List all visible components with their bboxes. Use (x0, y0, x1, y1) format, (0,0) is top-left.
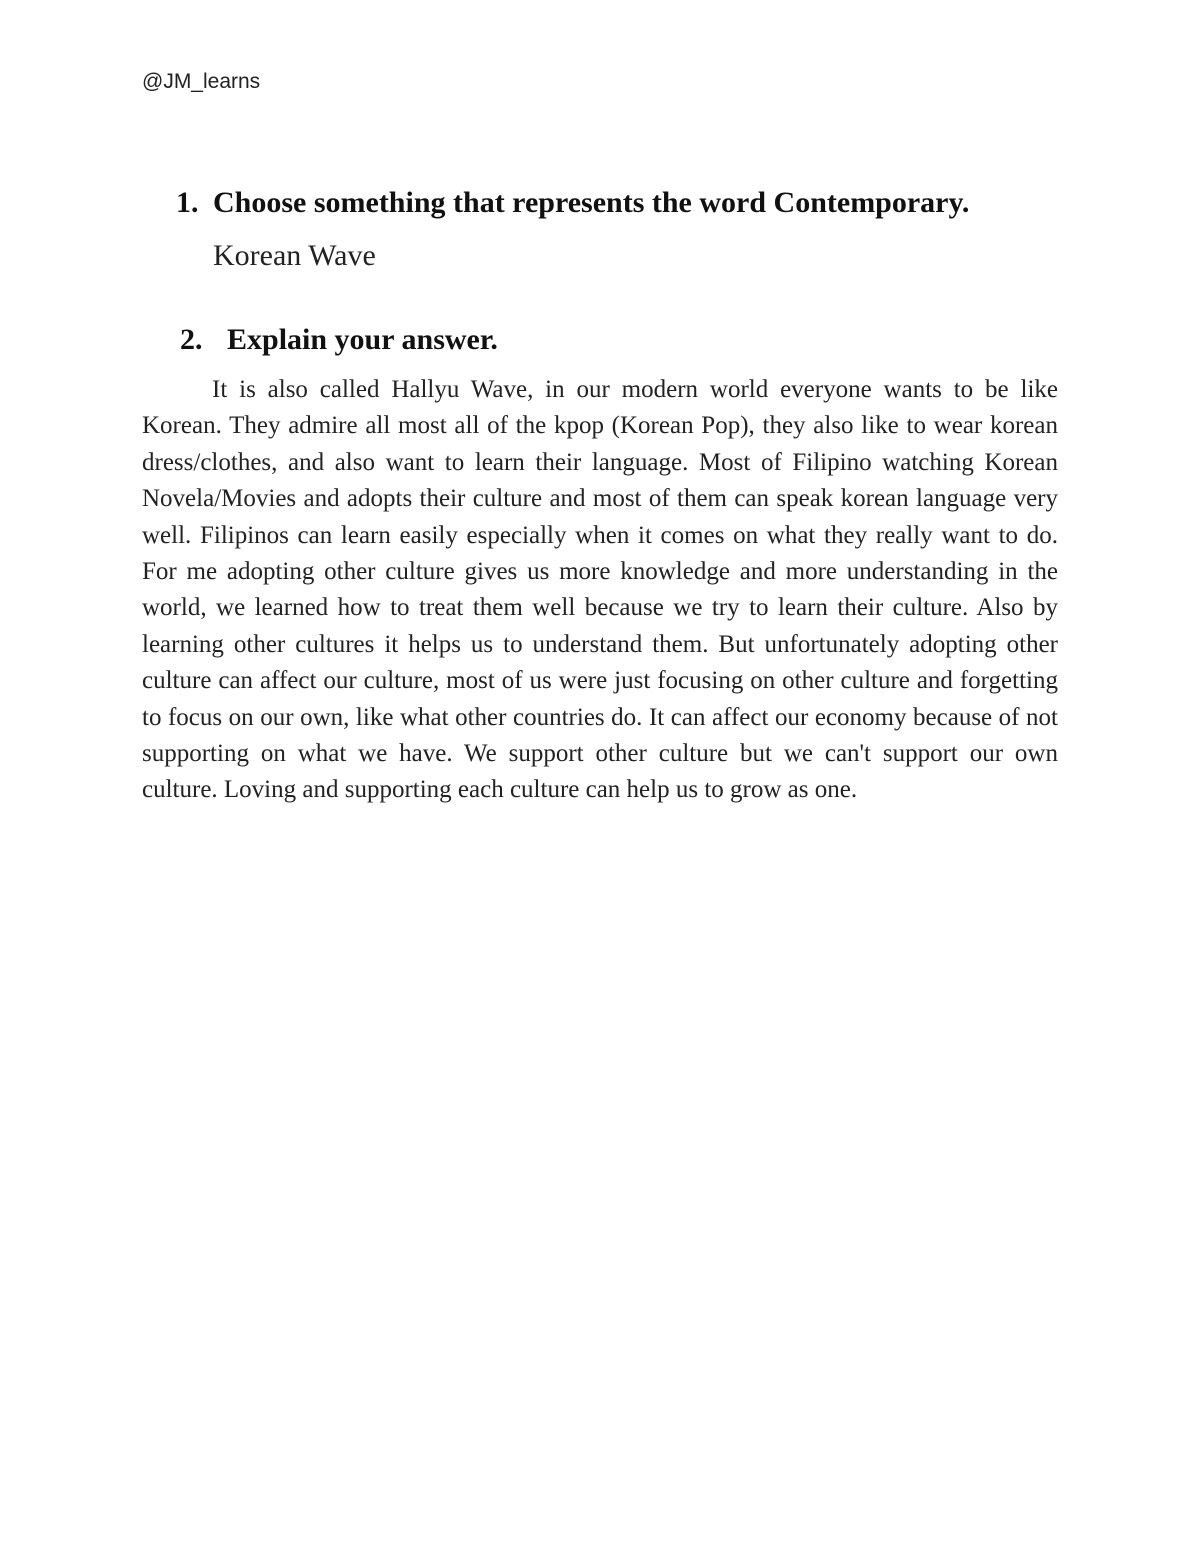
question-number: 2. (180, 323, 203, 356)
question-text: Choose something that represents the word Contemporary. (213, 186, 970, 219)
answer-1: Korean Wave (213, 239, 376, 272)
answer-2-paragraph: It is also called Hallyu Wave, in our modern world everyone wants to be like Korean. They admire all most all of the kpop (Korean Pop), they also like to wear korean dress/clothes, and also want to learn their language. Most of Filipino watching Korean Novela/Movies and adopts their culture and most of them can speak korean language very well. Filipinos can learn easily especially when it comes on what they really want to do. For me adopting other culture gives us more knowledge and more understanding in the world, we learned how to treat them well because we try to learn their culture. Also by learning other cultures it helps us to understand them. But unfortunately adopting other culture can affect our culture, most of us were just focusing on other culture and forgetting to focus on our own, like what other countries do. It can affect our economy because of not supporting on what we have. We support other culture but we can't support our own culture. Loving and supporting each culture can help us to grow as one. (142, 376, 1058, 804)
watermark-handle: @JM_learns (142, 70, 261, 93)
question-2 (180, 323, 498, 357)
question-text: Explain your answer. (227, 323, 498, 356)
question-number: 1. (176, 186, 199, 219)
question-1 (176, 186, 969, 220)
